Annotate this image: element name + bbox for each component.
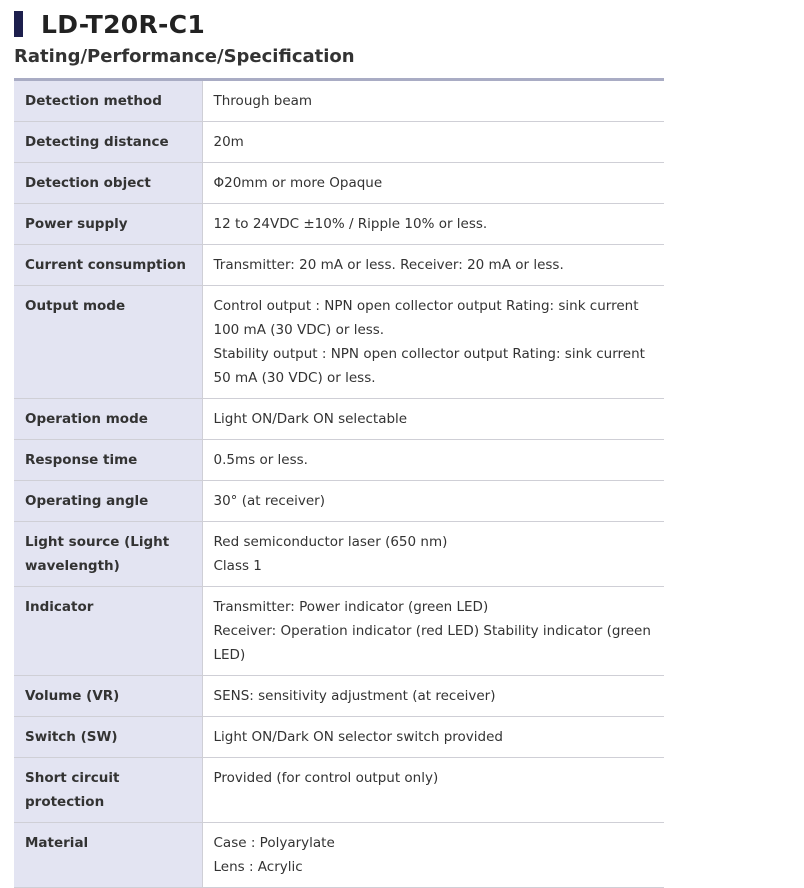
spec-label: Power supply (14, 204, 202, 245)
spec-value-line: 30° (at receiver) (213, 493, 325, 509)
spec-value (202, 204, 664, 245)
spec-row (14, 587, 664, 676)
spec-value (202, 81, 664, 122)
spec-label: Volume (VR) (14, 676, 202, 717)
spec-label: Light source (Light wavelength) (14, 522, 202, 587)
spec-row (14, 399, 664, 440)
spec-table (14, 81, 664, 888)
spec-value-line: 12 to 24VDC ±10% / Ripple 10% or less. (213, 216, 488, 232)
spec-value (202, 163, 664, 204)
spec-value-line: 20m (213, 134, 244, 150)
spec-value-line: Stability output : NPN open collector output Rating: sink current 50 mA (30 VDC) or less. (213, 346, 645, 386)
spec-label: Short circuit protection (14, 758, 202, 823)
product-title-text: LD-T20R-C1 (41, 9, 206, 39)
spec-value (202, 286, 664, 399)
spec-label: Output mode (14, 286, 202, 399)
spec-value (202, 481, 664, 522)
spec-label: Operation mode (14, 399, 202, 440)
spec-value (202, 522, 664, 587)
spec-row (14, 122, 664, 163)
spec-label: Response time (14, 440, 202, 481)
spec-value-line: Through beam (213, 93, 313, 109)
spec-value-line: Class 1 (213, 558, 262, 574)
spec-value-line: Lens : Acrylic (213, 859, 303, 875)
spec-row (14, 440, 664, 481)
spec-value-line: 0.5ms or less. (213, 452, 308, 468)
spec-value (202, 440, 664, 481)
spec-value-line: Transmitter: Power indicator (green LED) (213, 599, 489, 615)
spec-value (202, 399, 664, 440)
spec-value-line: Red semiconductor laser (650 nm) (213, 534, 448, 550)
spec-label: Detection object (14, 163, 202, 204)
spec-label: Detecting distance (14, 122, 202, 163)
spec-row (14, 245, 664, 286)
spec-value-line: Provided (for control output only) (213, 770, 439, 786)
spec-value-line: Transmitter: 20 mA or less. Receiver: 20 mA or less. (213, 257, 564, 273)
spec-row (14, 522, 664, 587)
spec-row (14, 481, 664, 522)
spec-label: Detection method (14, 81, 202, 122)
spec-value-line: Φ20mm or more Opaque (213, 175, 383, 191)
spec-label: Indicator (14, 587, 202, 676)
spec-row (14, 204, 664, 245)
spec-value-line: Light ON/Dark ON selectable (213, 411, 408, 427)
spec-value (202, 245, 664, 286)
spec-row (14, 81, 664, 122)
spec-row (14, 717, 664, 758)
spec-row (14, 676, 664, 717)
spec-value (202, 758, 664, 823)
spec-value (202, 823, 664, 888)
spec-row (14, 823, 664, 888)
section-title: Rating/Performance/Specification (14, 46, 355, 67)
spec-label: Operating angle (14, 481, 202, 522)
spec-label: Current consumption (14, 245, 202, 286)
spec-row (14, 758, 664, 823)
spec-label: Material (14, 823, 202, 888)
spec-value-line: Receiver: Operation indicator (red LED) Stability indicator (green LED) (213, 623, 651, 663)
spec-label: Switch (SW) (14, 717, 202, 758)
spec-value-line: Case : Polyarylate (213, 835, 335, 851)
product-title (14, 6, 205, 42)
spec-value (202, 122, 664, 163)
spec-row (14, 286, 664, 399)
spec-value (202, 676, 664, 717)
spec-value (202, 717, 664, 758)
spec-value-line: Control output : NPN open collector output Rating: sink current 100 mA (30 VDC) or less. (213, 298, 639, 338)
spec-value (202, 587, 664, 676)
spec-row (14, 163, 664, 204)
spec-value-line: Light ON/Dark ON selector switch provided (213, 729, 503, 745)
title-accent-bar (14, 11, 23, 37)
spec-value-line: SENS: sensitivity adjustment (at receiver) (213, 688, 496, 704)
